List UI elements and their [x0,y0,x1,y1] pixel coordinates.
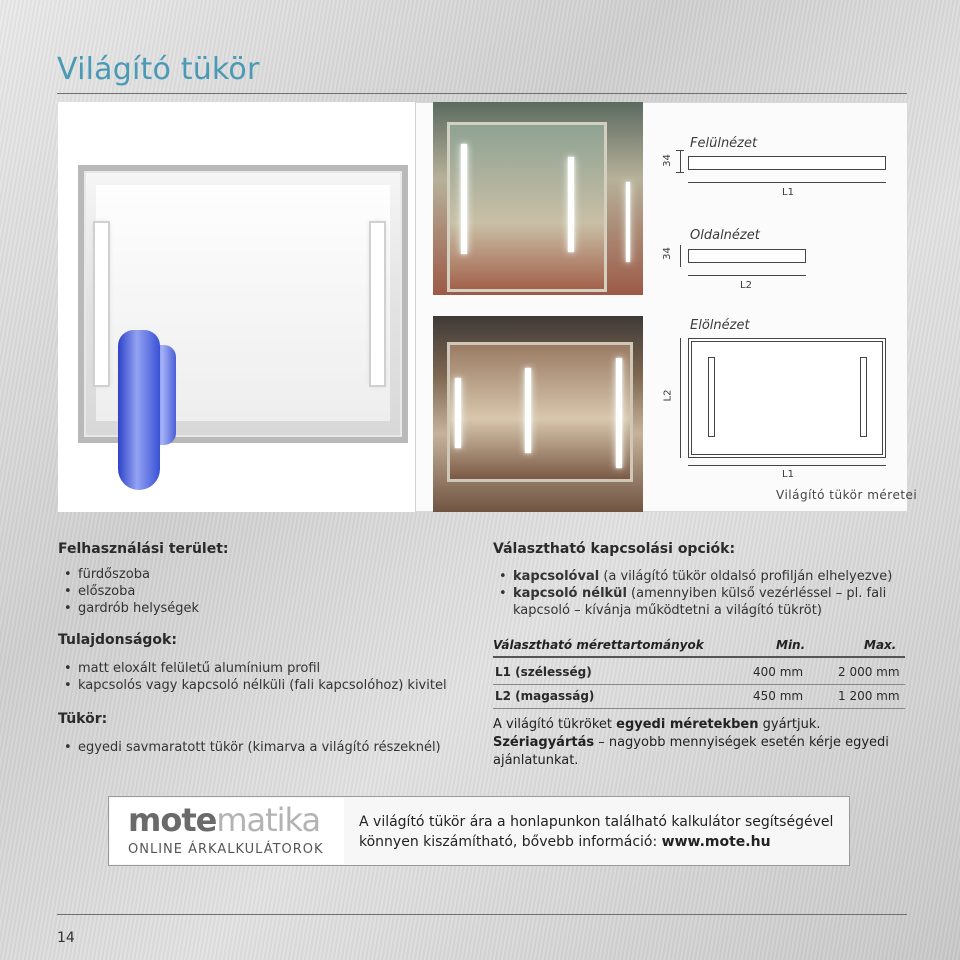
list-item: • gardrób helységek [58,600,199,617]
front-view-height: L2 [662,389,674,402]
list-item: • egyedi savmaratott tükör (kimarva a világító részeknél) [58,739,441,756]
list-item: • előszoba [58,583,199,600]
front-view-drawing [688,338,886,458]
size-max: 2 000 mm [838,665,900,679]
custom-sizes-note [493,716,903,770]
custom-text: A világító tükröket [493,717,617,732]
mirror-light-right [371,223,384,385]
dimension-line [688,275,806,276]
size-label: L1 (szélesség) [495,665,592,679]
dimension-line [680,150,681,172]
list-item [493,568,913,585]
sizes-max-header: Max. [864,638,897,652]
side-view-drawing [688,249,806,263]
website-link[interactable]: www.mote.hu [661,834,771,850]
list-item: • matt eloxált felületű alumínium profil [58,660,447,677]
banner-description: A világító tükör ára a honlapunkon található kalkulátor segítségével könnyen kiszámítható, bővebb információ: [359,814,834,850]
dimension-line [680,245,681,267]
option-name: kapcsolóval [513,569,600,584]
motematika-logo [128,801,320,839]
banner-text [359,812,839,852]
size-min: 400 mm [753,665,804,679]
light-strip [461,144,467,254]
logo-light: matika [216,801,321,839]
light-strip [626,182,630,262]
front-light-left [708,357,715,437]
bathroom-photo-1 [433,102,643,295]
bathroom-photo-2 [433,316,643,512]
side-view-label: Oldalnézet [690,228,760,243]
series-text: – nagyobb mennyiségek esetén kérje egyedi ajánlatunkat. [493,735,889,768]
mirror-list [58,739,441,756]
front-light-right [860,357,867,437]
sizes-row-divider [493,684,905,685]
list-item: • fürdőszoba [58,566,199,583]
page-title: Világító tükör [57,52,260,87]
page-number: 14 [57,930,75,946]
side-view-depth: 34 [661,247,673,260]
usage-list [58,566,199,617]
top-view-depth: 34 [661,154,673,167]
option-desc: (a világító tükör oldalsó profilján elhelyezve) [599,569,893,584]
size-label: L2 (magasság) [495,689,595,703]
sizes-rule [493,656,905,658]
light-strip [455,378,461,448]
series-highlight: Szériagyártás [493,735,595,750]
mirror-heading: Tükör: [58,711,108,727]
sizes-min-header: Min. [776,638,806,652]
installed-mirror-2 [447,342,633,482]
usage-heading: Felhasználási terület: [58,541,229,557]
dimension-line [688,465,886,466]
dimension-line [680,338,681,458]
drawings-caption: Világító tükör méretei [776,488,918,502]
custom-text: gyártjuk. [758,717,821,732]
dimension-line [688,182,886,183]
size-max: 1 200 mm [838,689,900,703]
properties-list [58,660,447,694]
side-view-length: L2 [740,280,752,291]
properties-heading: Tulajdonságok: [58,632,177,648]
list-item: • kapcsolós vagy kapcsoló nélküli (fali kapcsolóhoz) kivitel [58,677,447,694]
top-view-length: L1 [782,187,794,198]
light-strip [525,368,531,453]
front-view-length: L1 [782,469,794,480]
light-strip [568,157,574,252]
footer-rule [57,914,907,915]
switch-options-heading: Választható kapcsolási opciók: [493,541,736,557]
sizes-header: Választható mérettartományok [493,638,704,652]
vase-large [118,330,160,490]
mirror-light-left [95,223,108,385]
top-view-label: Felülnézet [690,136,758,151]
title-rule [57,93,907,94]
top-view-drawing [688,156,886,170]
list-item [493,585,913,619]
front-view-label: Elölnézet [690,318,750,333]
custom-highlight: egyedi méretekben [616,717,759,732]
option-desc: (amennyiben külső vezérléssel – pl. fali kapcsoló – kívánja működtetni a világító tükröt) [513,586,887,618]
light-strip [616,358,622,468]
switch-options-list [493,568,913,619]
installed-mirror-1 [447,122,607,292]
size-min: 450 mm [753,689,804,703]
dimension-tick [676,172,684,173]
logo-tagline: ONLINE ÁRKALKULÁTOROK [128,842,324,857]
option-name: kapcsoló nélkül [513,586,627,601]
sizes-bottom-rule [493,708,905,709]
logo-dark: mote [128,801,217,839]
